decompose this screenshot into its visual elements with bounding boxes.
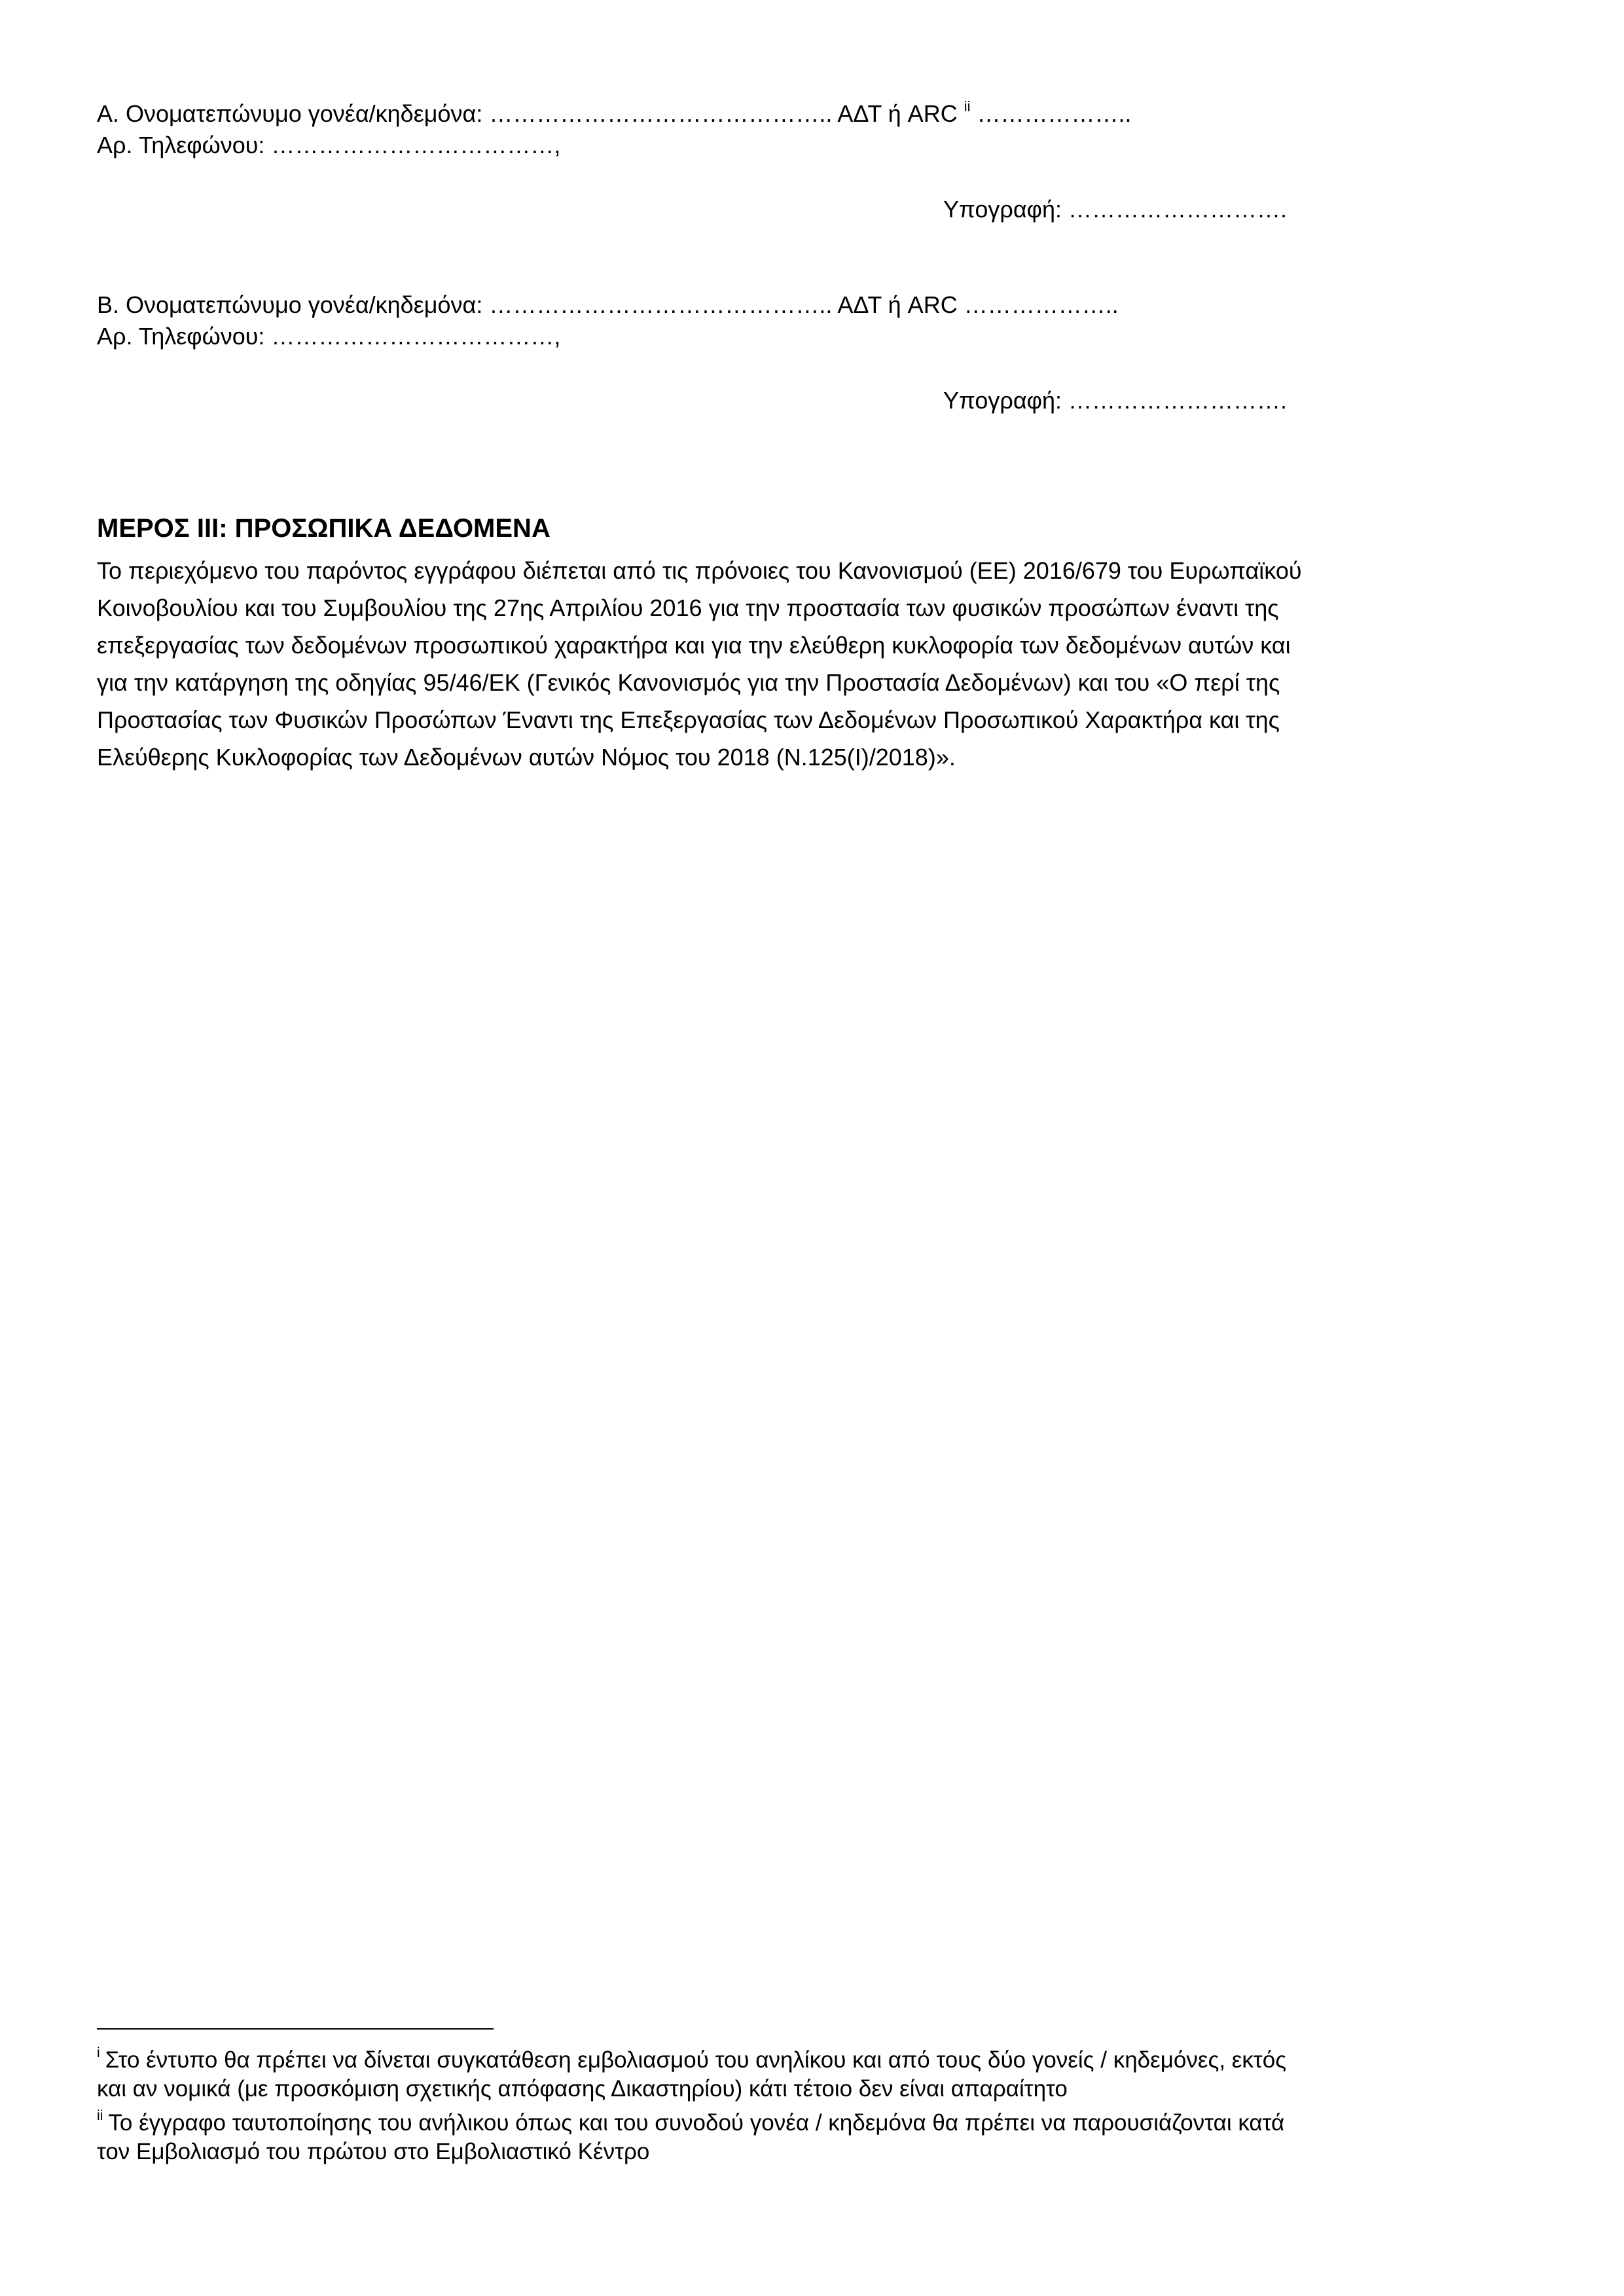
parent-a-phone-line: Αρ. Τηλεφώνου: ………………………………, <box>97 132 561 158</box>
parent-b-name-line: Β. Ονοματεπώνυμο γονέα/κηδεμόνα: …………………………………….. ΑΔΤ ή ARC ……………….. <box>97 291 1119 318</box>
footnote-2-mark: ii <box>97 2108 103 2123</box>
paragraph-line: για την κατάργηση της οδηγίας 95/46/ΕΚ (Γενικός Κανονισμός για την Προστασία Δεδομένων) και του «Ο περί της <box>97 669 1280 696</box>
paragraph-line: Το περιεχόμενο του παρόντος εγγράφου διέπεται από τις πρόνοιες του Κανονισμού (ΕΕ) 2016/679 του Ευρωπαϊκού <box>97 557 1302 584</box>
parent-b-signature: Υπογραφή: ………………………. <box>943 387 1288 414</box>
footnote-1-line-1 <box>97 2047 1286 2077</box>
parent-a-id-field: ……………….. <box>977 100 1132 127</box>
section-heading: ΜΕΡΟΣ III: ΠΡΟΣΩΠΙΚΑ ΔΕΔΟΜΕΝΑ <box>97 514 550 543</box>
paragraph-line: Ελεύθερης Κυκλοφορίας των Δεδομένων αυτών Νόμος του 2018 (Ν.125(Ι)/2018)». <box>97 744 956 771</box>
paragraph-line: Προστασίας των Φυσικών Προσώπων Έναντι της Επεξεργασίας των Δεδομένων Προσωπικού Χαρακτήρα και της <box>97 706 1280 733</box>
paragraph-line: Κοινοβουλίου και του Συμβουλίου της 27ης Απριλίου 2016 για την προστασία των φυσικών προσώπων έναντι της <box>97 594 1279 621</box>
footnote-2-line-2: τον Εμβολιασμό του πρώτου στο Εμβολιαστικό Κέντρο <box>97 2139 650 2164</box>
parent-a-signature: Υπογραφή: ………………………. <box>943 196 1288 223</box>
footnote-ref-ii[interactable]: ii <box>964 98 971 115</box>
paragraph-line: επεξεργασίας των δεδομένων προσωπικού χαρακτήρα και για την ελεύθερη κυκλοφορία των δεδομένων αυτών και <box>97 632 1291 659</box>
footnote-1-text: Στο έντυπο θα πρέπει να δίνεται συγκατάθεση εμβολιασμού του ανηλίκου και από τους δύο γονείς / κηδεμόνες, εκτός <box>105 2047 1287 2073</box>
footnote-2-text: Το έγγραφο ταυτοποίησης του ανήλικου όπως και του συνοδού γονέα / κηδεμόνα θα πρέπει να παρουσιάζονται κατά <box>108 2110 1285 2136</box>
footnote-separator <box>97 2028 494 2030</box>
footnote-1-mark: i <box>97 2045 100 2060</box>
footnote-2-line-1 <box>97 2109 1284 2140</box>
parent-a-name-line <box>97 100 1132 132</box>
footnote-1-line-2: και αν νομικά (με προσκόμιση σχετικής απόφασης Δικαστηρίου) κάτι τέτοιο δεν είναι απαραίτητο <box>97 2076 1068 2102</box>
parent-b-phone-line: Αρ. Τηλεφώνου: ………………………………, <box>97 323 561 350</box>
parent-a-name-text: Α. Ονοματεπώνυμο γονέα/κηδεμόνα: …………………………………….. ΑΔΤ ή ARC <box>97 100 958 127</box>
